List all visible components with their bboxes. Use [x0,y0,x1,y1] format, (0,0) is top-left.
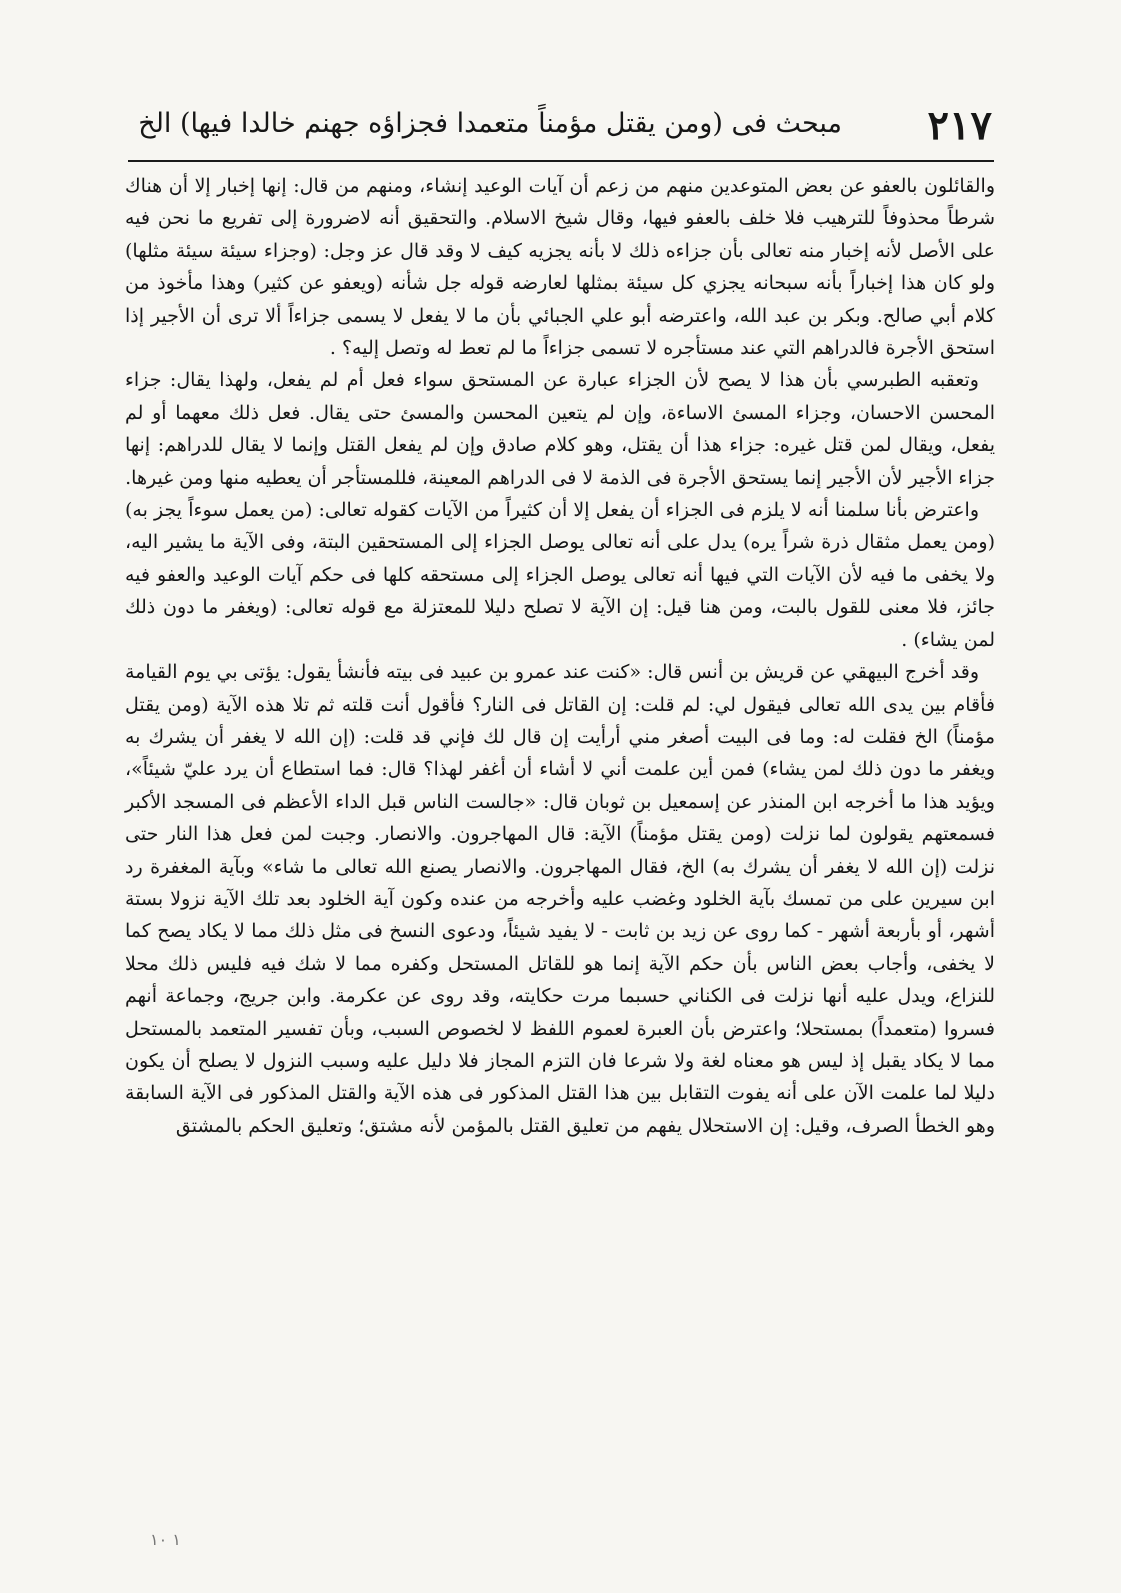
header-divider [128,160,994,162]
page-header [130,100,992,156]
page-number: ٢١٧ [927,102,992,149]
running-title: مبحث فى (ومن يقتل مؤمناً متعمدا فجزاؤه جهنم خالدا فيها) الخ [138,108,842,139]
paragraph-2: وتعقبه الطبرسي بأن هذا لا يصح لأن الجزاء عبارة عن المستحق سواء فعل أم لم يفعل، ولهذا يقال: جزاء المحسن الاحسان، وجزاء المسئ الاساءة، وإن لم يتعين المحسن والمسئ حتى يقال. فعل ذلك معهما أو لم يفعل، ويقال لمن قتل غيره: جزاء هذا أن يقتل، وهو كلام صادق وإن لم يفعل القتل وإنما لا يقال للدراهم: إنها جزاء الأجير لأن الأجير إنما يستحق الأجرة فى الذمة لا فى الدراهم المعينة، فللمستأجر أن يعطيه منها ومن غيرها. [125,369,995,489]
body-text [125,170,995,1142]
paragraph-3: واعترض بأنا سلمنا أنه لا يلزم فى الجزاء أن يفعل إلا أن كثيراً من الآيات كقوله تعالى: (من يعمل سوءاً يجز به) (ومن يعمل مثقال ذرة شراً يره) يدل على أنه تعالى يوصل الجزاء إلى المستحقين البتة، وفى الآية ما يشير اليه، ولا يخفى ما فيه لأن الآيات التي فيها أنه تعالى يوصل الجزاء إلى مستحقه كلها فى حكم آيات الوعيد والعفو فيه جائز، فلا معنى للقول بالبت، ومن هنا قيل: إن الآية لا تصلح دليلا للمعتزلة مع قوله تعالى: (ويغفر ما دون ذلك لمن يشاء) . [125,499,995,651]
paragraph-1: والقائلون بالعفو عن بعض المتوعدين منهم من زعم أن آيات الوعيد إنشاء، ومنهم من قال: إنها إخبار إلا أن هناك شرطاً محذوفاً للترهيب فلا خلف بالعفو فيها، وقال شيخ الاسلام. والتحقيق أنه لاضرورة إلى تفريع ما نحن فيه على الأصل لأنه إخبار منه تعالى بأن جزاءه ذلك لا بأنه يجزيه كيف لا وقد قال عز وجل: (وجزاء سيئة سيئة مثلها) ولو كان هذا إخباراً بأنه سبحانه يجزي كل سيئة بمثلها لعارضه قوله جل شأنه (ويعفو عن كثير) وهذا مأخوذ من كلام أبي صالح. وبكر بن عبد الله، واعترضه أبو علي الجبائي بأن ما لا يفعل لا يسمى جزاءاً ألا ترى أن الأجير إذا استحق الأجرة فالدراهم التي عند مستأجره لا تسمى جزاءاً ما لم تعط له وتصل إليه؟ . [125,175,995,360]
paragraph-4: وقد أخرج البيهقي عن قريش بن أنس قال: «كنت عند عمرو بن عبيد فى بيته فأنشأ يقول: يؤتى بي يوم القيامة فأقام بين يدى الله تعالى فيقول لي: لم قلت: إن القاتل فى النار؟ فأقول أنت قلته ثم تلا هذه الآية (ومن يقتل مؤمناً) الخ فقلت له: وما فى البيت أصغر مني أرأيت إن قال لك فإني قد قلت: (إن الله لا يغفر أن يشرك به ويغفر ما دون ذلك لمن يشاء) فمن أين علمت أني لا أشاء أن أغفر لهذا؟ قال: فما استطاع أن يرد عليّ شيئاً»، ويؤيد هذا ما أخرجه ابن المنذر عن إسمعيل بن ثوبان قال: «جالست الناس قبل الداء الأعظم فى المسجد الأكبر فسمعتهم يقولون لما نزلت (ومن يقتل مؤمناً) الآية: قال المهاجرون. والانصار. وجبت لمن فعل هذا النار حتى نزلت (إن الله لا يغفر أن يشرك به) الخ، فقال المهاجرون. والانصار يصنع الله تعالى ما شاء» وبآية المغفرة رد ابن سيرين على من تمسك بآية الخلود وغضب عليه وأخرجه من عنده وكون آية الخلود بعد تلك الآية نزولا بستة أشهر، أو بأربعة أشهر - كما روى عن زيد بن ثابت - لا يفيد شيئاً، ودعوى النسخ فى مثل ذلك مما لا يكاد يصح كما لا يخفى، وأجاب بعض الناس بأن حكم الآية إنما هو للقاتل المستحل وكفره مما لا شك فيه فليس ذلك محلا للنزاع، ويدل عليه أنها نزلت فى الكناني حسبما مرت حكايته، وقد روى عن عكرمة. وابن جريج، وجماعة أنهم فسروا (متعمداً) بمستحلا؛ واعترض بأن العبرة لعموم اللفظ لا لخصوص السبب، وبأن تفسير المتعمد بالمستحل مما لا يكاد يقبل إذ ليس هو معناه لغة ولا شرعا فان التزم المجاز فلا دليل عليه وسبب النزول لا يصلح أن يكون دليلا لما علمت الآن على أنه يفوت التقابل بين هذا القتل المذكور فى هذه الآية والقتل المذكور فى الآية السابقة وهو الخطأ الصرف، وقيل: إن الاستحلال يفهم من تعليق القتل بالمؤمن لأنه مشتق؛ وتعليق الحكم بالمشتق [125,661,995,1137]
footer-marks: ۱۰ ۱ [150,1530,181,1549]
